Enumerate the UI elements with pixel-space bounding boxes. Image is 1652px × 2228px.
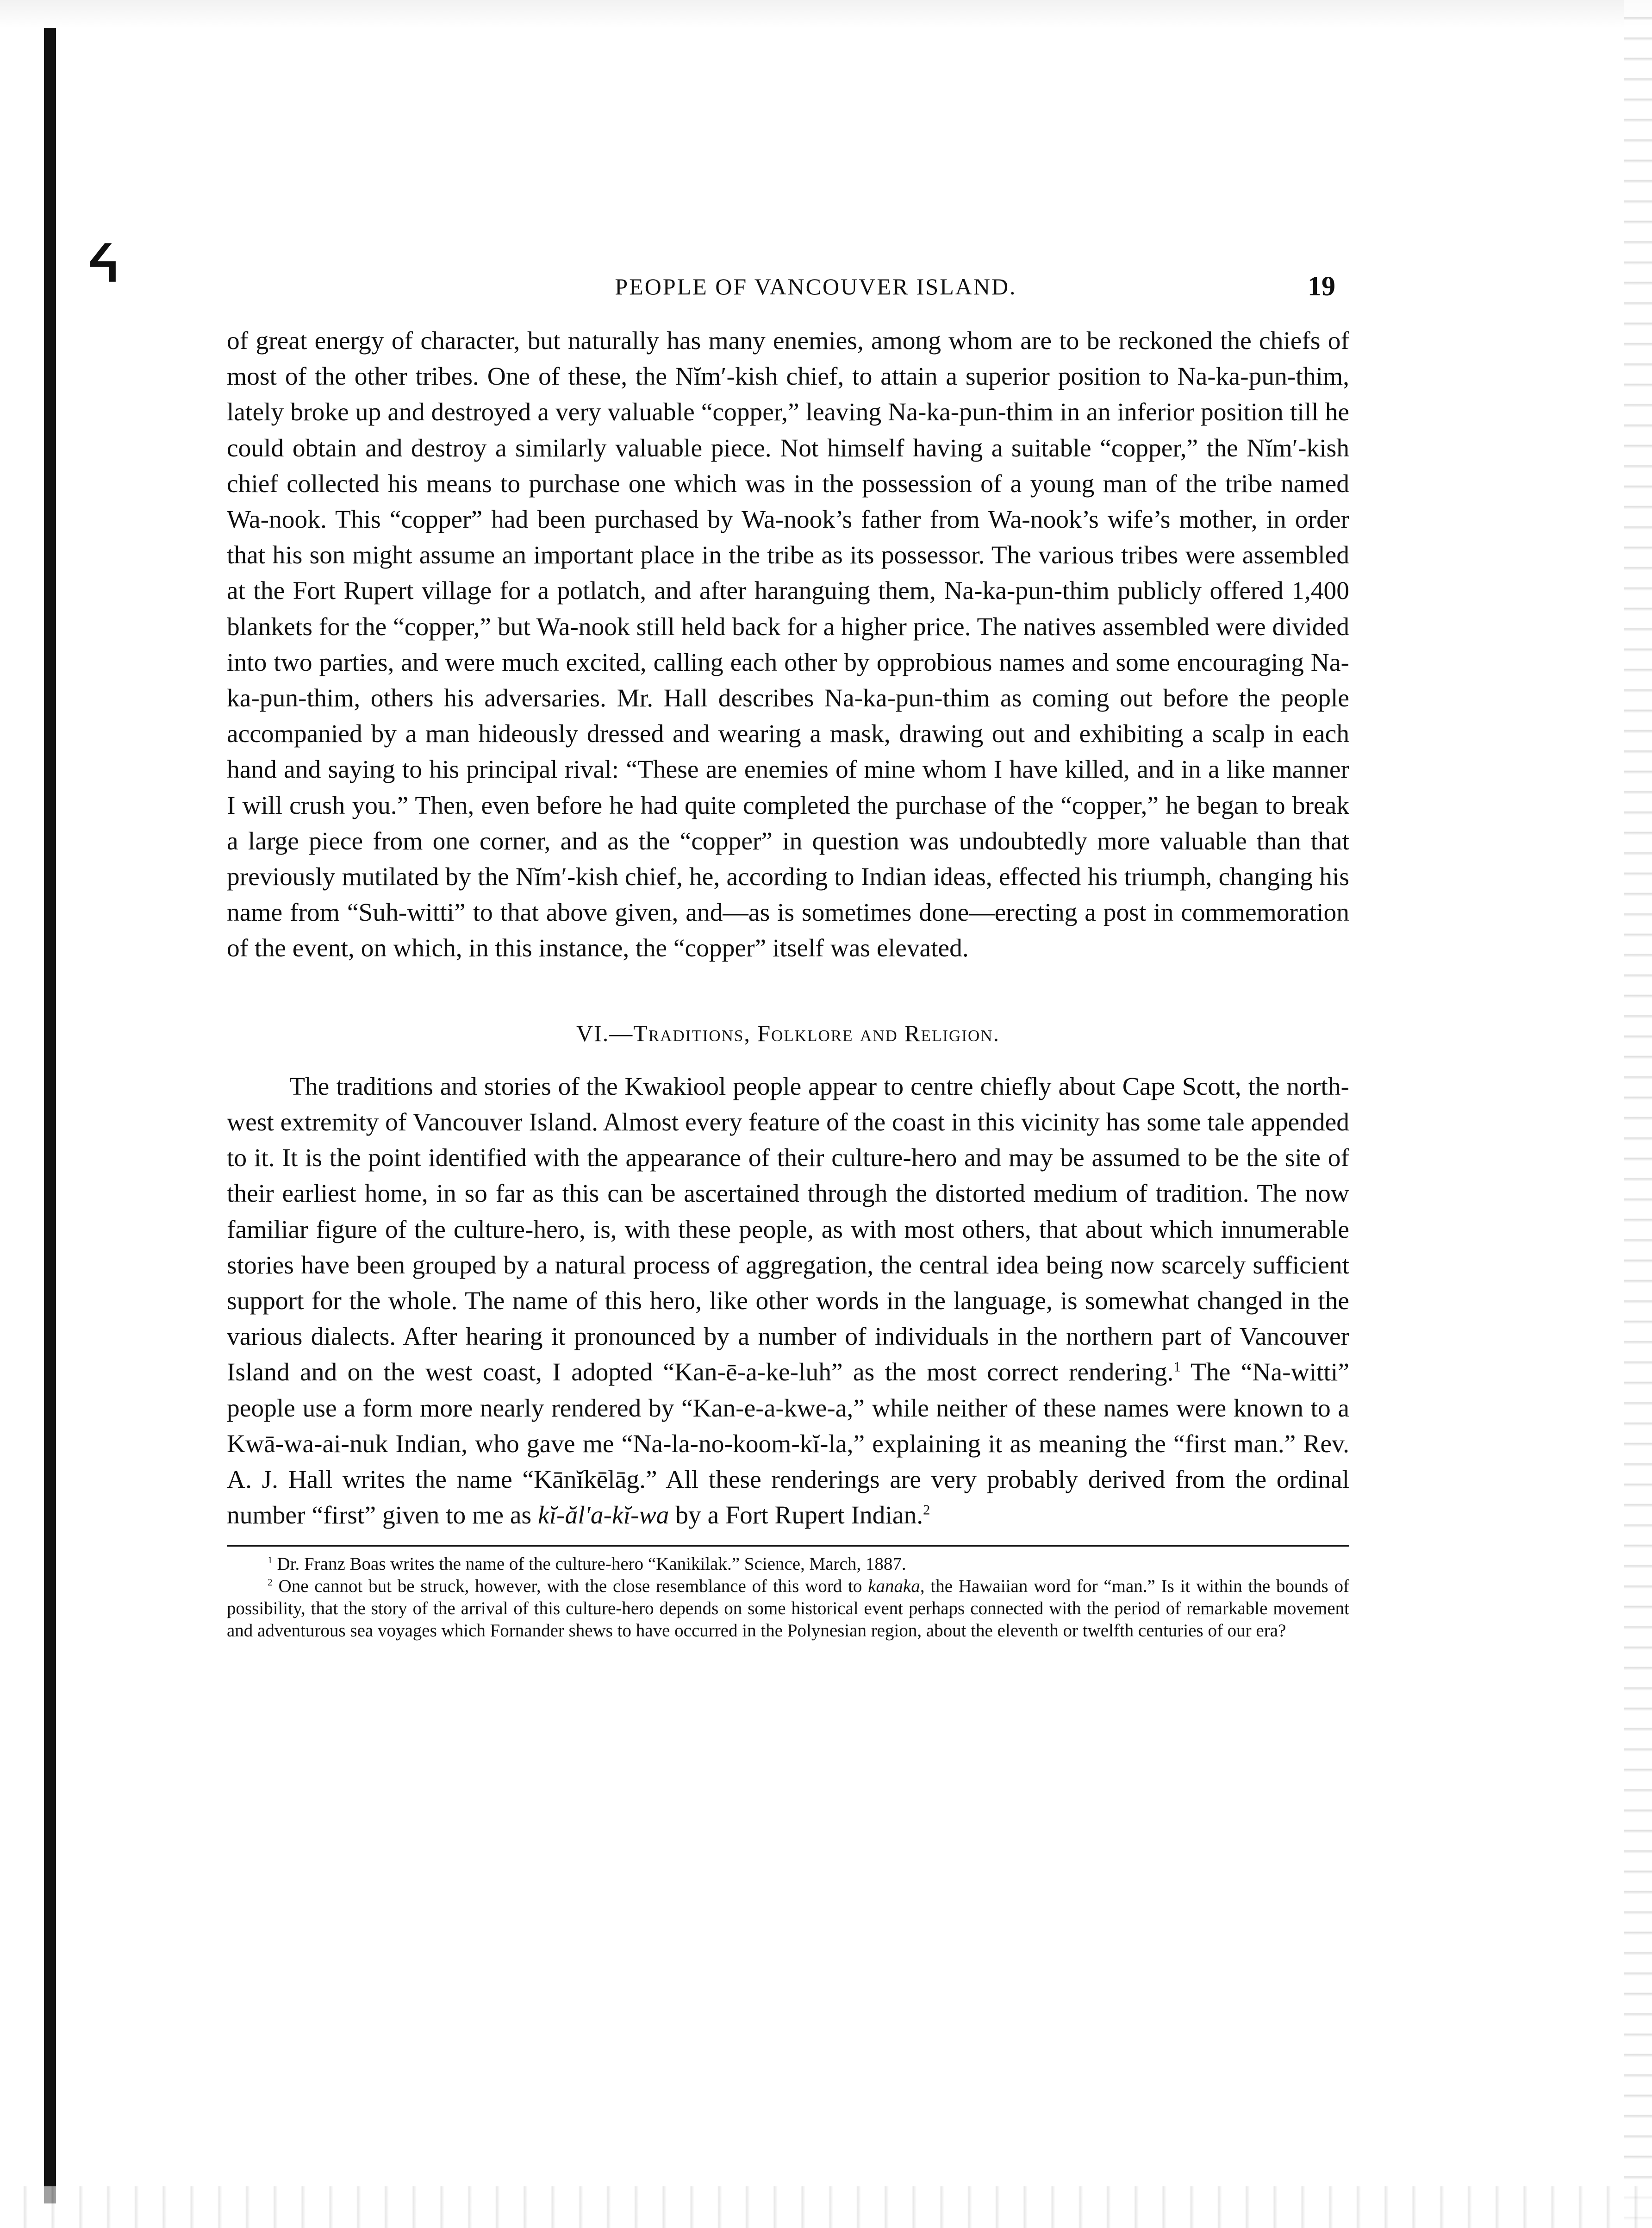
footnote-2 [227, 1575, 1349, 1642]
footnote-ref-1: 1 [1173, 1359, 1181, 1375]
page-header [227, 273, 1349, 310]
footnote-text: Dr. Franz Boas writes the name of the culture-hero “Kanikilak.” Science, March, 1887. [272, 1554, 906, 1574]
document-page [227, 273, 1349, 1642]
footnote-marker: 1 [268, 1554, 273, 1566]
footnote-text: , the Hawaiian word for “man.” Is it within the bounds of possibility, that the story of the arrival of this culture-hero depends on some historical event perhaps connected with the period of remarkable movement and adventurous sea voyages which Fornander shews to have occurred in the Polynesian region, about the eleventh or twelfth centuries of our era? [227, 1576, 1349, 1641]
running-head: PEOPLE OF VANCOUVER ISLAND. [615, 274, 1017, 300]
footnote-italic: kanaka [868, 1576, 920, 1596]
section-heading: VI.—Traditions, Folklore and Religion. [576, 1020, 1000, 1046]
footnote-ref-2: 2 [923, 1502, 930, 1518]
scan-binding-edge [44, 28, 56, 2203]
footnote-marker: 2 [268, 1576, 273, 1588]
footnote-1 [227, 1553, 1349, 1575]
footnote-text: One cannot but be struck, however, with the close resemblance of this word to [272, 1576, 868, 1596]
paragraph-text-a: The traditions and stories of the Kwakiool people appear to centre chiefly about Cape Scott, the north-west extremity of Vancouver Island. Almost every feature of the coast in this vicinity has some tale appended to it. It is the point identified with the appearance of their culture-hero and may be assumed to be the site of their earliest home, in so far as this can be ascertained through the distorted medium of tradition. The now familiar figure of the culture-hero, is, with these people, as with most others, that about which innumerable stories have been grouped by a natural process of aggregation, the central idea being now scarcely sufficient support for the whole. The name of this hero, like other words in the language, is somewhat changed in the various dialects. After hearing it pronounced by a number of individuals in the northern part of Vancouver Island and on the west coast, I adopted “Kan-ē-a-ke-luh” as the most correct rendering. [227, 1072, 1349, 1387]
scan-right-edge [1624, 0, 1652, 2228]
paragraph-text-b: The “Na-witti” people use a form more nearly rendered by “Kan-e-a-kwe-a,” while neither of these names were known to a Kwā-wa-ai-nuk Indian, who gave me “Na-la-no-koom-kĭ-la,” explaining it as meaning the “first man.” Rev. A. J. Hall writes the name “Kānĭkēlāg.” All these renderings are very probably derived from the ordinal number “first” given to me as [227, 1358, 1349, 1530]
page-number: 19 [1308, 271, 1335, 301]
footnote-divider [227, 1545, 1349, 1547]
footnotes [227, 1553, 1349, 1642]
paragraph-traditions [227, 1069, 1349, 1534]
body-text [227, 323, 1349, 1534]
paragraph-text-c: by a Fort Rupert Indian. [669, 1501, 923, 1530]
margin-pencil-mark: ᔦ [88, 236, 120, 292]
scan-top-edge [0, 0, 1652, 28]
paragraph-continued: of great energy of character, but naturally has many enemies, among whom are to be reckoned the chiefs of most of the other tribes. One of these, the Nĭm′-kish chief, to attain a superior position to Na-ka-pun-thim, lately broke up and destroyed a very valuable “copper,” leaving Na-ka-pun-thim in an inferior position till he could obtain and destroy a similarly valuable piece. Not himself having a suitable “copper,” the Nĭm′-kish chief collected his means to purchase one which was in the possession of a young man of the tribe named Wa-nook. This “copper” had been purchased by Wa-nook’s father from Wa-nook’s wife’s mother, in order that his son might assume an important place in the tribe as its possessor. The various tribes were assembled at the Fort Rupert village for a potlatch, and after haranguing them, Na-ka-pun-thim publicly offered 1,400 blankets for the “copper,” but Wa-nook still held back for a higher price. The natives assembled were divided into two parties, and were much excited, calling each other by opprobious names and some encouraging Na-ka-pun-thim, others his adversaries. Mr. Hall describes Na-ka-pun-thim as coming out before the people accompanied by a man hideously dressed and wearing a mask, drawing out and exhibiting a scalp in each hand and saying to his principal rival: “These are enemies of mine whom I have killed, and in a like manner I will crush you.” Then, even before he had quite completed the purchase of the “copper,” he began to break a large piece from one corner, and as the “copper” in question was undoubtedly more valuable than that previously mutilated by the Nĭm′-kish chief, he, according to Indian ideas, effected his triumph, changing his name from “Suh-witti” to that above given, and—as is sometimes done—erecting a post in commemoration of the event, on which, in this instance, the “copper” itself was elevated. [227, 327, 1349, 963]
scan-bottom-edge [0, 2186, 1652, 2228]
italic-word: kĭ-ăl′a-kĭ-wa [537, 1501, 669, 1530]
